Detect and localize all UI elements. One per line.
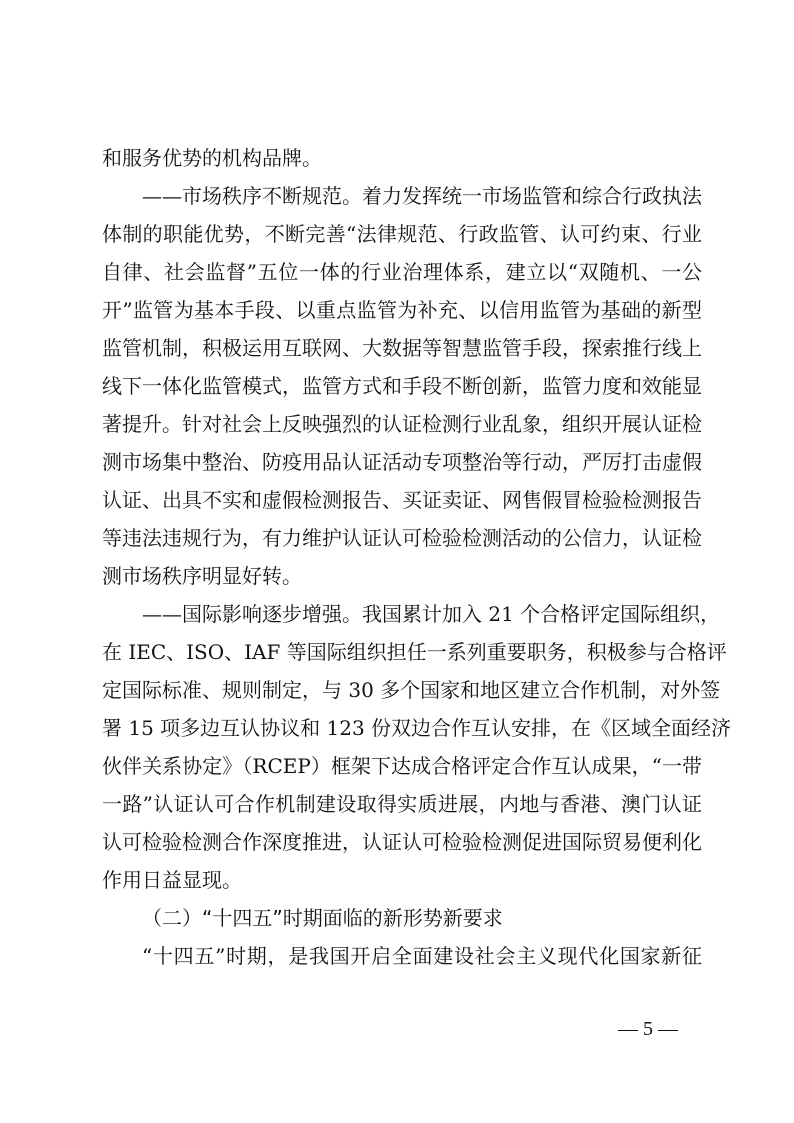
paragraph-line: 在 IEC、ISO、IAF 等国际组织担任一系列重要职务，积极参与合格评 — [102, 640, 727, 664]
page-number: — 5 — — [618, 1018, 678, 1040]
paragraph-line: 和服务优势的机构品牌。 — [102, 146, 322, 170]
paragraph-line: 测市场秩序明显好转。 — [102, 564, 302, 588]
body-text — [102, 139, 732, 975]
paragraph-line: 体制的职能优势，不断完善“法律规范、行政监管、认可约束、行业 — [102, 222, 702, 246]
paragraph-line: 线下一体化监管模式，监管方式和手段不断创新，监管力度和效能显 — [102, 374, 702, 398]
paragraph-line: 监管机制，积极运用互联网、大数据等智慧监管手段，探索推行线上 — [102, 336, 702, 360]
paragraph-line: ——国际影响逐步增强。我国累计加入 21 个合格评定国际组织， — [142, 602, 721, 626]
paragraph-line: 署 15 项多边互认协议和 123 份双边合作互认安排，在《区域全面经济 — [102, 716, 732, 740]
paragraph-line: 伙伴关系协定》（RCEP）框架下达成合格评定合作互认成果，“一带 — [102, 754, 702, 778]
paragraph-line: 认可检验检测合作深度推进，认证认可检验检测促进国际贸易便利化 — [102, 830, 702, 854]
section-heading: （二）“十四五”时期面临的新形势新要求 — [142, 906, 503, 930]
paragraph-line: 等违法违规行为，有力维护认证认可检验检测活动的公信力，认证检 — [102, 526, 702, 550]
paragraph-line: 定国际标准、规则制定，与 30 多个国家和地区建立合作机制，对外签 — [102, 678, 721, 702]
paragraph-line: 开”监管为基本手段、以重点监管为补充、以信用监管为基础的新型 — [102, 298, 702, 322]
paragraph-line: 认证、出具不实和虚假检测报告、买证卖证、网售假冒检验检测报告 — [102, 488, 702, 512]
paragraph-line: 自律、社会监督”五位一体的行业治理体系，建立以“双随机、一公 — [102, 260, 702, 284]
paragraph-line: 一路”认证认可合作机制建设取得实质进展，内地与香港、澳门认证 — [102, 792, 702, 816]
paragraph-line: 著提升。针对社会上反映强烈的认证检测行业乱象，组织开展认证检 — [102, 412, 702, 436]
paragraph-line: 测市场集中整治、防疫用品认证活动专项整治等行动，严厉打击虚假 — [102, 450, 702, 474]
paragraph-line: 作用日益显现。 — [102, 868, 242, 892]
paragraph-line: ——市场秩序不断规范。着力发挥统一市场监管和综合行政执法 — [142, 184, 702, 208]
paragraph-line: “十四五”时期，是我国开启全面建设社会主义现代化国家新征 — [142, 944, 702, 968]
